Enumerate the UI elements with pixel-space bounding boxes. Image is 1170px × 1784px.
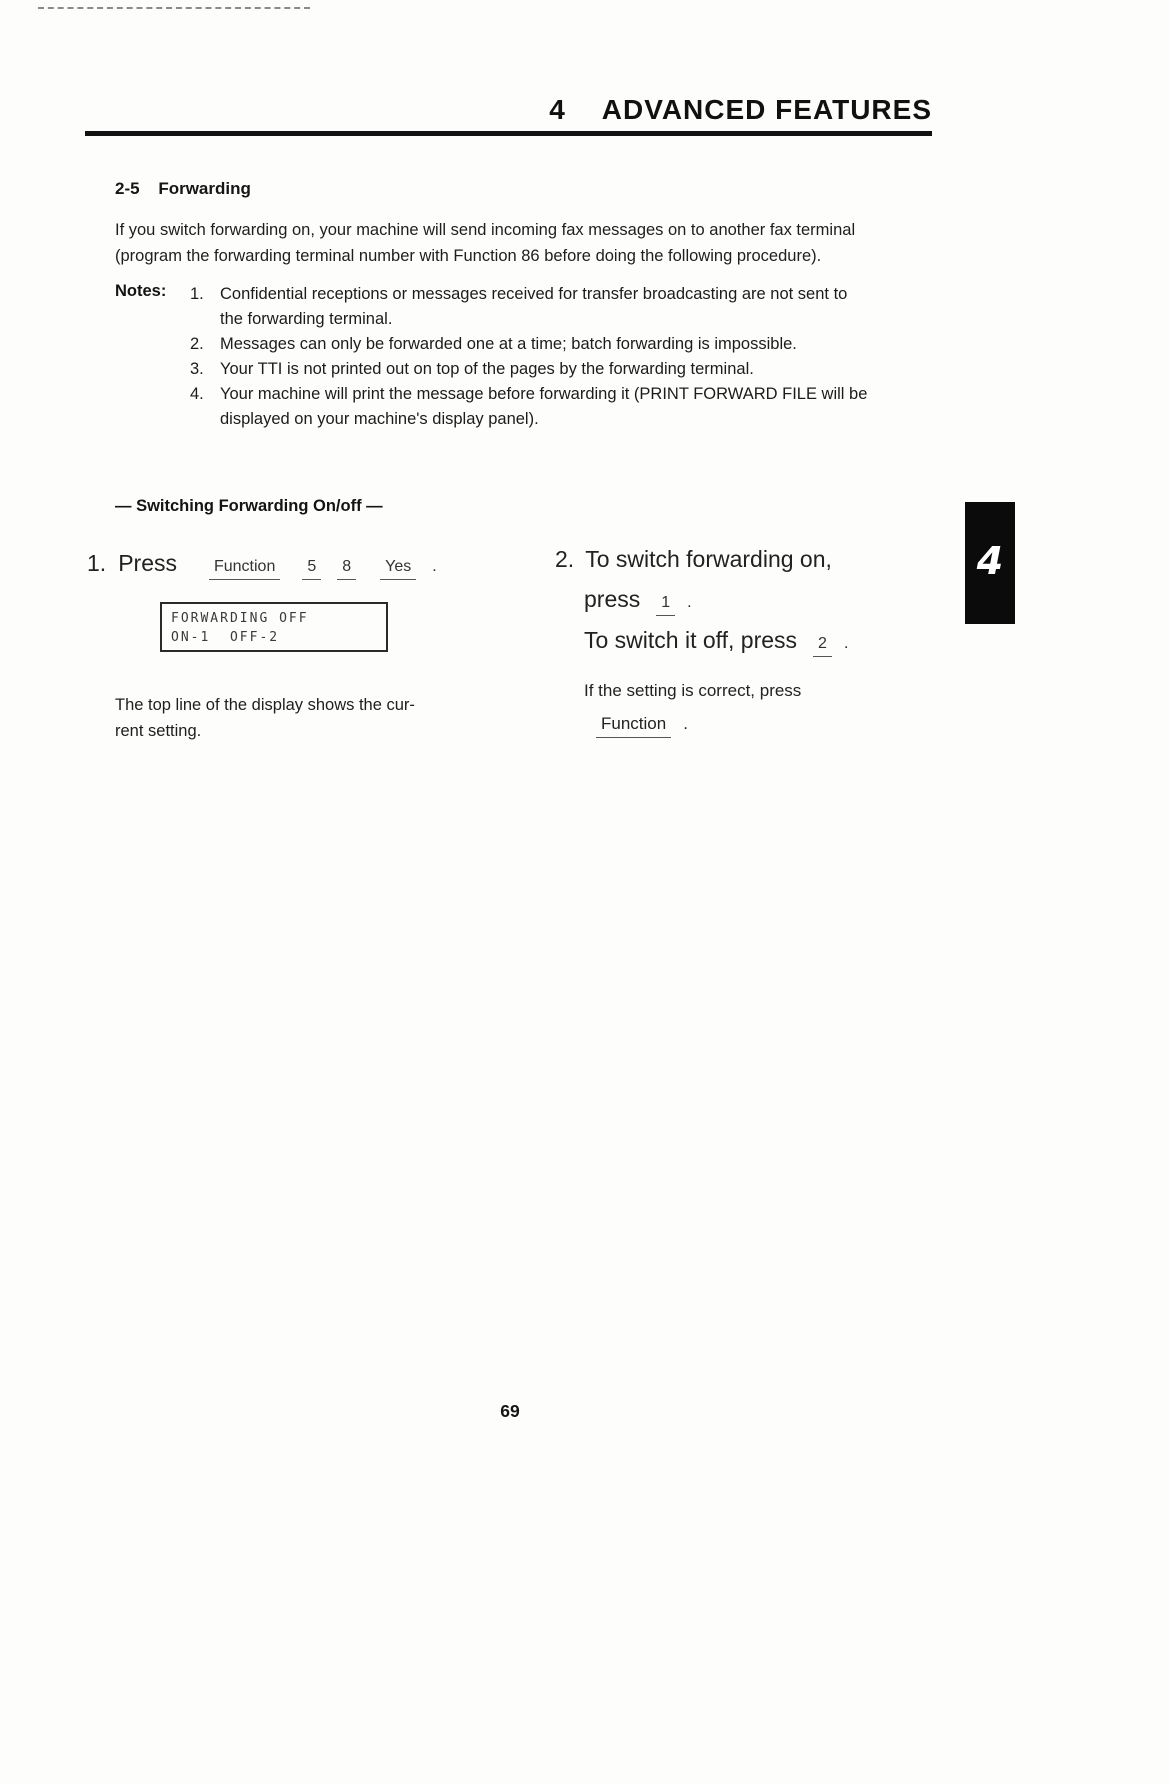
- chapter-tab-number: 4: [976, 539, 1004, 583]
- yes-key-label: Yes: [380, 558, 416, 580]
- step1-number: 1.: [87, 550, 107, 576]
- intro-line: (program the forwarding terminal number with Function 86 before doing the following procedure).: [115, 247, 822, 265]
- period: .: [432, 558, 437, 575]
- step2-confirm-text: If the setting is correct, press: [584, 681, 802, 700]
- lcd-line-2: ON-1 OFF-2: [171, 630, 280, 645]
- step2-line3: [584, 627, 955, 657]
- note-item: [190, 357, 942, 382]
- caption-line: The top line of the display shows the cur-: [115, 696, 415, 714]
- caption-line: rent setting.: [115, 722, 202, 740]
- chapter-header: [85, 94, 932, 126]
- key-1-label: 1: [656, 594, 675, 616]
- note-line: displayed on your machine's display panel).: [220, 410, 539, 428]
- note-item: [190, 332, 942, 357]
- note-text: [220, 382, 867, 432]
- period: .: [687, 594, 692, 611]
- step2-press-text: press: [584, 586, 641, 612]
- step2-text: To switch forwarding on,: [585, 546, 832, 572]
- note-item: [190, 282, 942, 332]
- section-heading: [115, 179, 251, 199]
- section-title: Forwarding: [158, 179, 251, 198]
- note-line: the forwarding terminal.: [220, 310, 393, 328]
- notes-label: Notes:: [115, 282, 167, 300]
- display-caption: [115, 692, 515, 744]
- step2-line1: [555, 546, 955, 573]
- step1-action: Press: [118, 550, 177, 576]
- note-line: Your machine will print the message before forwarding it (PRINT FORWARD FILE will be: [220, 385, 868, 403]
- step2-confirm-key-line: [596, 714, 955, 738]
- note-number: 2.: [190, 335, 204, 353]
- note-text: [220, 332, 797, 357]
- note-text: [220, 282, 847, 332]
- note-item: [190, 382, 942, 432]
- note-text: [220, 357, 754, 382]
- note-number: 3.: [190, 360, 204, 378]
- note-number: 1.: [190, 285, 204, 303]
- step1-instruction: [87, 550, 437, 580]
- key-8-label: 8: [337, 558, 356, 580]
- key-2-label: 2: [813, 635, 832, 657]
- page-number: 69: [500, 1401, 520, 1421]
- subsection-heading: — Switching Forwarding On/off —: [115, 497, 383, 515]
- lcd-line-1: FORWARDING OFF: [171, 611, 309, 626]
- scan-artifact-line: [38, 7, 310, 9]
- chapter-title: ADVANCED FEATURES: [601, 94, 932, 125]
- note-number: 4.: [190, 385, 204, 403]
- section-number: 2-5: [115, 179, 140, 198]
- chapter-number: 4: [549, 94, 566, 125]
- notes-list: [190, 282, 942, 432]
- header-rule: [85, 131, 932, 136]
- function-key-label: Function: [596, 714, 671, 738]
- chapter-side-tab: [965, 502, 1015, 624]
- note-line: Your TTI is not printed out on top of the pages by the forwarding terminal.: [220, 360, 754, 378]
- intro-paragraph: [115, 217, 945, 269]
- intro-line: If you switch forwarding on, your machine will send incoming fax messages on to another fax terminal: [115, 221, 856, 239]
- period: .: [683, 714, 688, 733]
- period: .: [843, 635, 849, 652]
- function-key-label: Function: [209, 558, 280, 580]
- note-line: Confidential receptions or messages received for transfer broadcasting are not sent to: [220, 285, 848, 303]
- key-5-label: 5: [302, 558, 321, 580]
- note-line: Messages can only be forwarded one at a time; batch forwarding is impossible.: [220, 335, 797, 353]
- step2-off-text: To switch it off, press: [584, 627, 798, 653]
- lcd-display-panel: [160, 602, 388, 652]
- step2-instruction: [555, 546, 955, 738]
- step2-line2: [584, 586, 955, 616]
- step2-number: 2.: [555, 546, 575, 572]
